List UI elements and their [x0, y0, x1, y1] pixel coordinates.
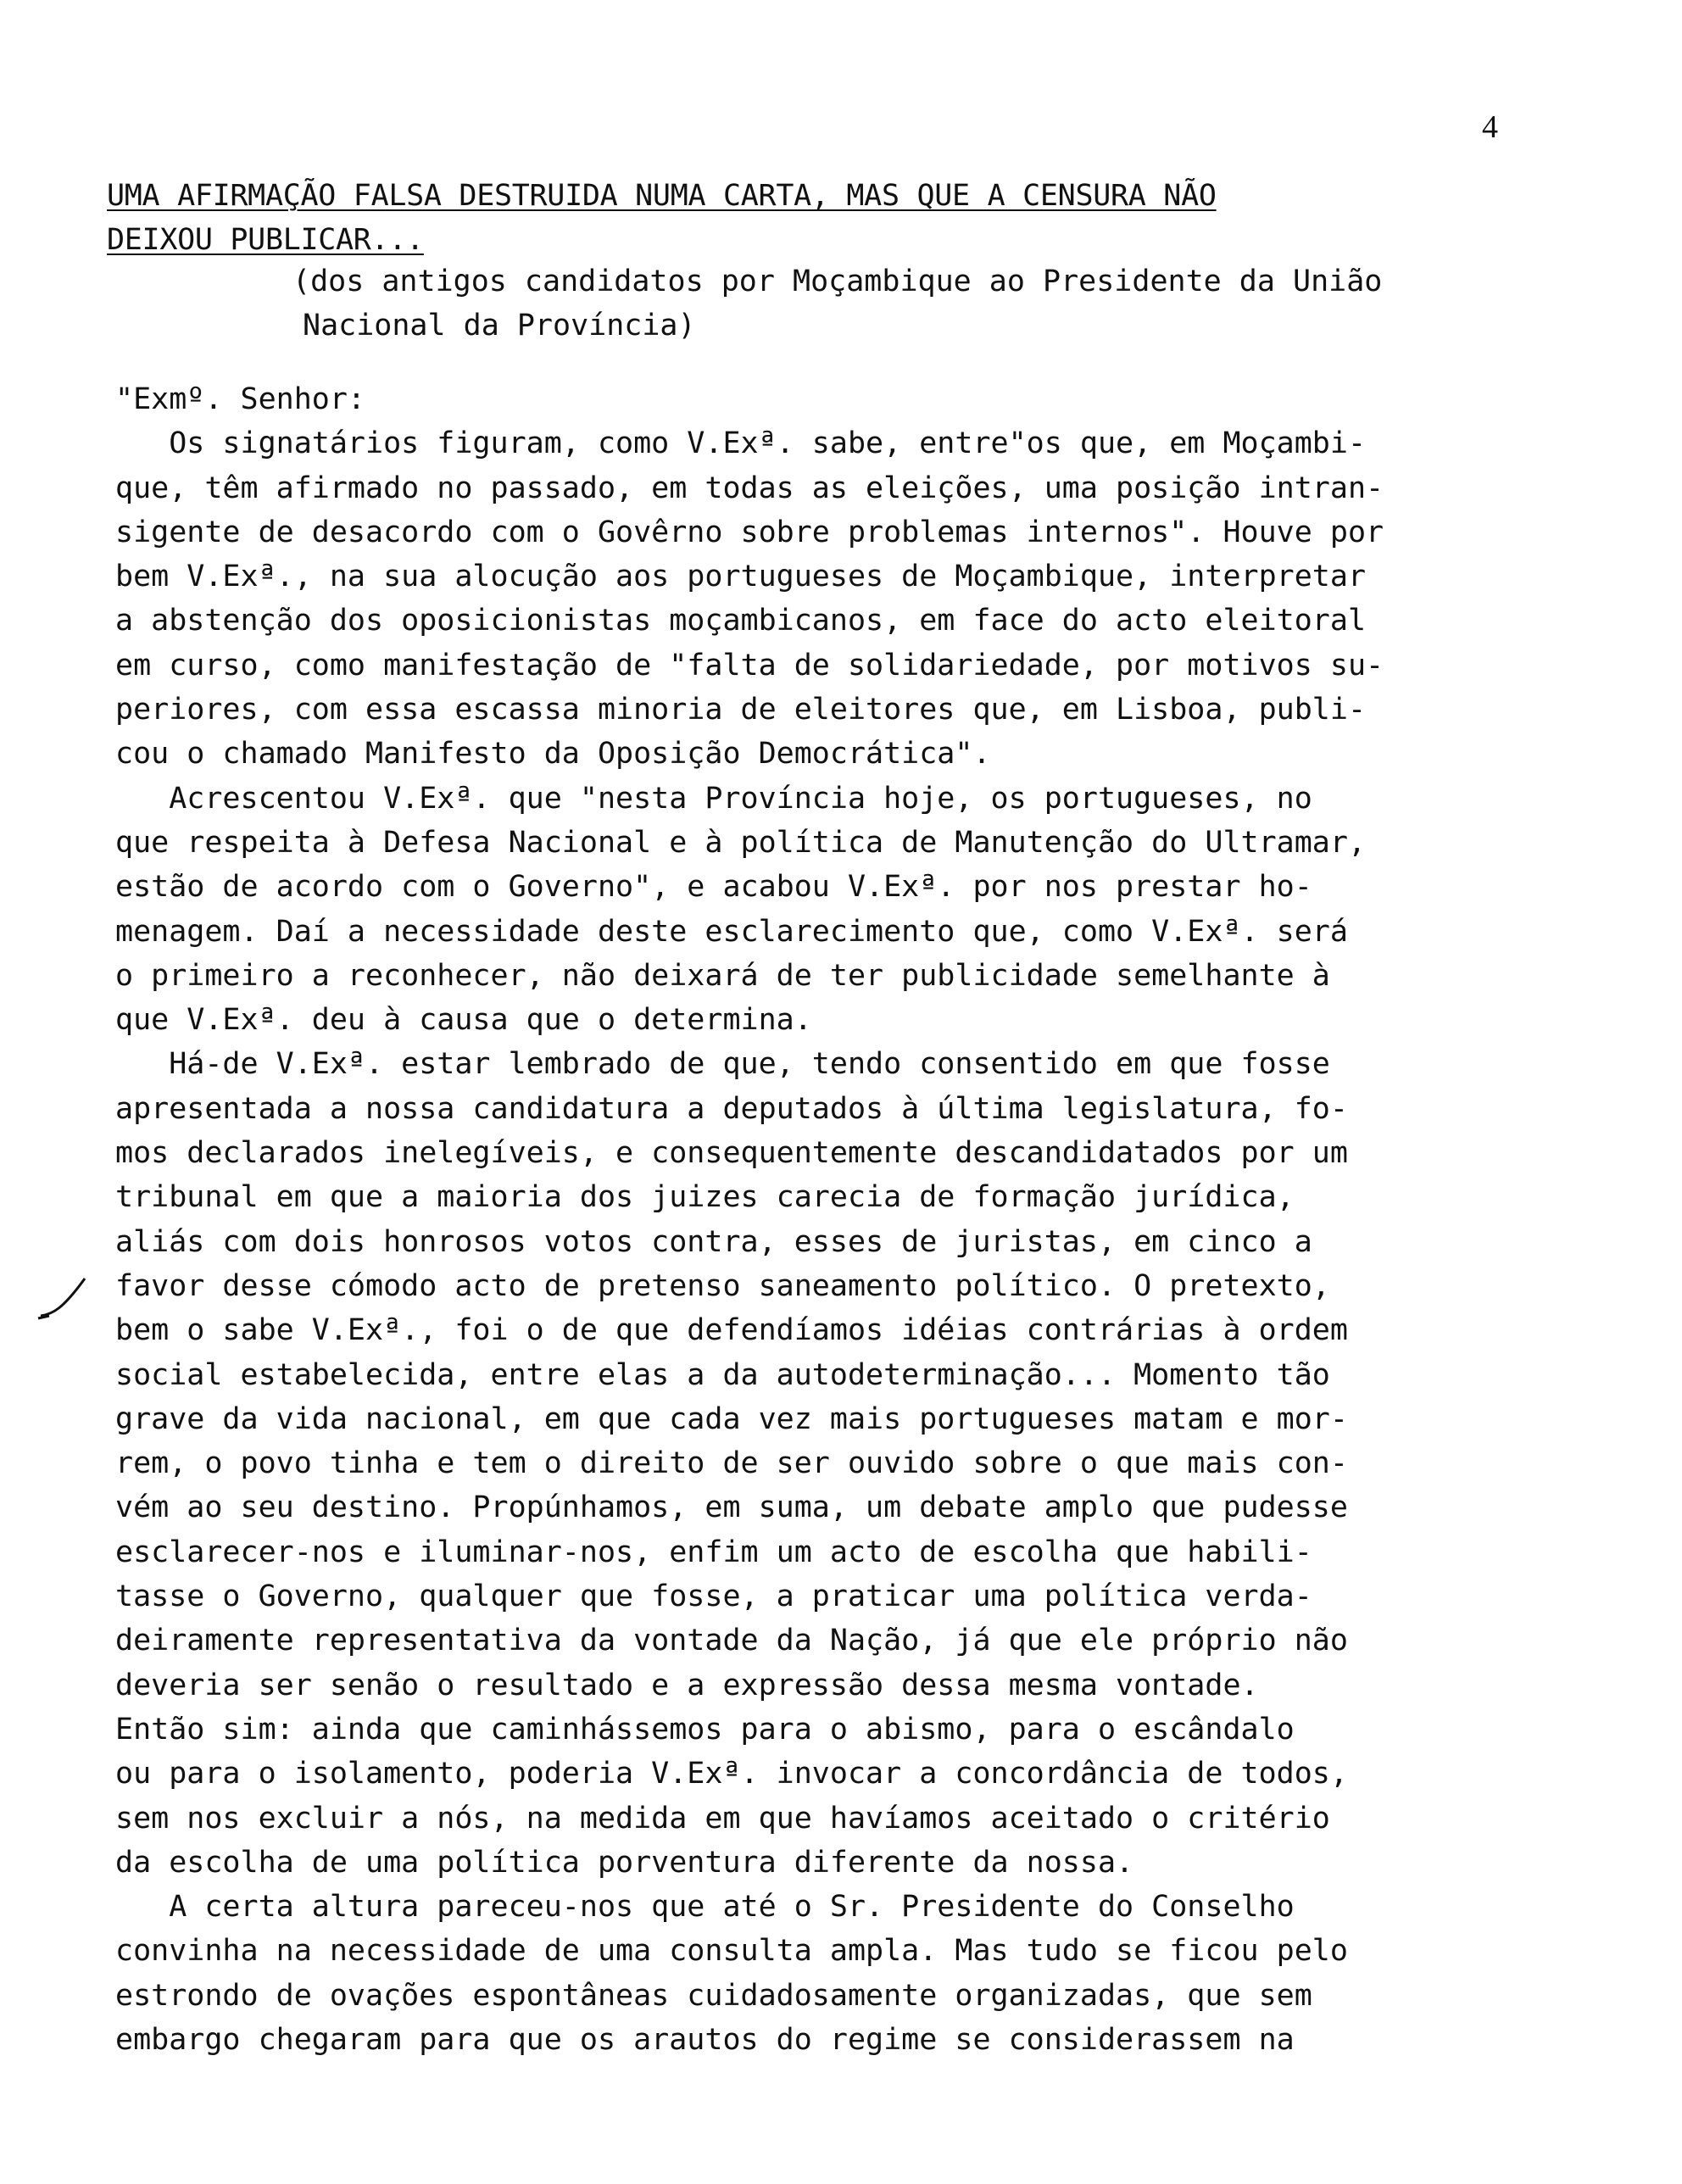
body-line: social estabelecida, entre elas a da autodeterminação... Momento tão	[115, 1357, 1330, 1392]
body-line: Há-de V.Exª. estar lembrado de que, tendo consentido em que fosse	[115, 1047, 1330, 1082]
body-line: Acrescentou V.Exª. que "nesta Província hoje, os portugueses, no	[115, 781, 1312, 816]
body-line: bem o sabe V.Exª., foi o de que defendíamos idéias contrárias à ordem	[115, 1313, 1348, 1348]
body-line: favor desse cómodo acto de pretenso saneamento político. O pretexto,	[115, 1268, 1330, 1303]
body-line: Então sim: ainda que caminhássemos para o abismo, para o escândalo	[115, 1712, 1295, 1747]
subtitle-line: Nacional da Província)	[303, 309, 696, 343]
body-line: tasse o Governo, qualquer que fosse, a praticar uma política verda-	[115, 1580, 1312, 1614]
document-title	[107, 174, 1217, 262]
body-line: rem, o povo tinha e tem o direito de ser ouvido sobre o que mais con-	[115, 1446, 1348, 1481]
body-line: grave da vida nacional, em que cada vez mais portugueses matam e mor-	[115, 1401, 1348, 1436]
body-line: cou o chamado Manifesto da Oposição Democrática".	[115, 737, 991, 772]
body-line: Os signatários figuram, como V.Exª. sabe, entre"os que, em Moçambi-	[115, 426, 1367, 461]
letter-body	[115, 377, 1523, 2062]
body-line: deiramente representativa da vontade da Nação, já que ele próprio não	[115, 1624, 1348, 1658]
subtitle-line: (dos antigos candidatos por Moçambique ao Presidente da União	[292, 265, 1383, 298]
body-line: esclarecer-nos e iluminar-nos, enfim um acto de escolha que habili-	[115, 1535, 1312, 1569]
body-line: mos declarados inelegíveis, e consequentemente descandidatados por um	[115, 1136, 1348, 1171]
body-line: da escolha de uma política porventura diferente da nossa.	[115, 1845, 1134, 1880]
body-line: em curso, como manifestação de "falta de solidariedade, por motivos su-	[115, 648, 1384, 682]
body-line: menagem. Daí a necessidade deste esclarecimento que, como V.Exª. será	[115, 914, 1348, 949]
document-subtitle	[292, 259, 1382, 348]
body-line: que, têm afirmado no passado, em todas as eleições, uma posição intran-	[115, 471, 1384, 505]
body-line: o primeiro a reconhecer, não deixará de ter publicidade semelhante à	[115, 958, 1330, 993]
handwritten-margin-mark-icon	[34, 1272, 93, 1331]
body-line: deveria ser senão o resultado e a expressão dessa mesma vontade.	[115, 1668, 1259, 1702]
body-line: tribunal em que a maioria dos juizes carecia de formação jurídica,	[115, 1180, 1295, 1215]
title-line: UMA AFIRMAÇÃO FALSA DESTRUIDA NUMA CARTA, MAS QUE A CENSURA NÃO	[107, 179, 1217, 213]
body-line: a abstenção dos oposicionistas moçambicanos, em face do acto eleitoral	[115, 604, 1367, 638]
body-line: A certa altura pareceu-nos que até o Sr. Presidente do Conselho	[115, 1890, 1295, 1925]
body-line: apresentada a nossa candidatura a deputados à última legislatura, fo-	[115, 1091, 1348, 1126]
body-line: estão de acordo com o Governo", e acabou V.Exª. por nos prestar ho-	[115, 870, 1312, 905]
body-line: estrondo de ovações espontâneas cuidadosamente organizadas, que sem	[115, 1978, 1312, 2013]
body-line: bem V.Exª., na sua alocução aos portugueses de Moçambique, interpretar	[115, 560, 1367, 594]
title-line: DEIXOU PUBLICAR...	[107, 223, 424, 257]
body-line: convinha na necessidade de uma consulta ampla. Mas tudo se ficou pelo	[115, 1934, 1348, 1969]
body-line: aliás com dois honrosos votos contra, esses de juristas, em cinco a	[115, 1224, 1312, 1259]
body-line: sem nos excluir a nós, na medida em que havíamos aceitado o critério	[115, 1801, 1330, 1836]
body-line: que respeita à Defesa Nacional e à política de Manutenção do Ultramar,	[115, 825, 1367, 860]
body-line: embargo chegaram para que os arautos do regime se considerassem na	[115, 2022, 1295, 2057]
body-line: vém ao seu destino. Propúnhamos, em suma, um debate amplo que pudesse	[115, 1490, 1348, 1525]
body-line: ou para o isolamento, poderia V.Exª. invocar a concordância de todos,	[115, 1757, 1348, 1791]
body-line: que V.Exª. deu à causa que o determina.	[115, 1003, 812, 1038]
body-line: "Exmº. Senhor:	[115, 382, 366, 416]
page-number: 4	[1482, 109, 1498, 145]
body-line: sigente de desacordo com o Govêrno sobre problemas internos". Houve por	[115, 515, 1384, 549]
body-line: periores, com essa escassa minoria de eleitores que, em Lisboa, publi-	[115, 693, 1367, 727]
